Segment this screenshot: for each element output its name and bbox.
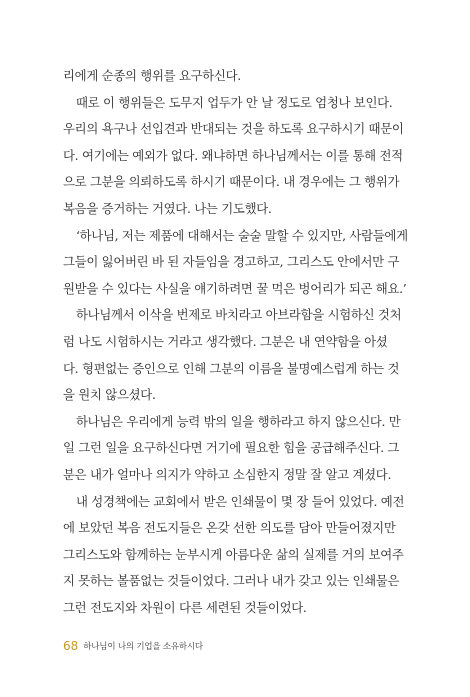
body-line-11: 럼 나도 시험하시는 거라고 생각했다. 그분은 내 연약함을 아셨 (63, 333, 388, 349)
page-footer (63, 638, 203, 654)
body-line-9: 원받을 수 있다는 사실을 얘기하려면 꿀 먹은 벙어리가 되곤 해요.’ (63, 280, 407, 296)
body-line-17: 내 성경책에는 교회에서 받은 인쇄물이 몇 장 들어 있었다. 예전 (76, 493, 405, 509)
body-line-12: 다. 형편없는 증인으로 인해 그분의 이름을 불명예스럽게 하는 것 (63, 360, 400, 376)
body-line-7: ‘하나님, 저는 제품에 대해서는 술술 말할 수 있지만, 사람들에게 (76, 227, 408, 243)
body-line-15: 일 그런 일을 요구하신다면 거기에 필요한 힘을 공급해주신다. 그 (63, 440, 400, 456)
page-body (63, 63, 407, 621)
body-line-1: 리에게 순종의 행위를 요구하신다. (63, 68, 241, 83)
body-line-16: 분은 내가 얼마나 의지가 약하고 소심한지 정말 잘 알고 계셨다. (63, 466, 392, 482)
body-line-5: 으로 그분을 의뢰하도록 하시기 때문이다. 내 경우에는 그 행위가 (63, 174, 400, 190)
body-line-3: 우리의 욕구나 선입견과 반대되는 것을 하도록 요구하시기 때문이 (63, 121, 404, 137)
body-line-13: 을 원치 않으셨다. (63, 387, 156, 403)
body-line-2: 때로 이 행위들은 도무지 업두가 안 날 정도로 엄청나 보인다. (76, 94, 393, 110)
body-line-20: 지 못하는 볼품없는 것들이었다. 그러나 내가 갖고 있는 인쇄물은 (63, 573, 400, 589)
page-number: 68 (63, 639, 79, 653)
body-line-4: 다. 여기에는 예외가 없다. 왜냐하면 하나님께서는 이를 통해 전적 (63, 147, 403, 163)
body-line-8: 그들이 잃어버린 바 된 자들임을 경고하고, 그리스도 안에서만 구 (63, 254, 400, 270)
body-line-10: 하나님께서 이삭을 번제로 바치라고 아브라함을 시험하신 것처 (76, 307, 402, 323)
body-line-18: 에 보았던 복음 전도지들은 온갖 선한 의도를 담아 만들어졌지만 (63, 520, 396, 536)
body-line-6: 복음을 증거하는 거였다. 나는 기도했다. (63, 200, 272, 216)
body-line-14: 하나님은 우리에게 능력 밖의 일을 행하라고 하지 않으신다. 만 (76, 413, 401, 429)
body-line-19: 그리스도와 함께하는 눈부시게 아름다운 삶의 실제를 거의 보여주 (63, 546, 404, 562)
body-line-21: 그런 전도지와 차원이 다른 세련된 것들이었다. (63, 599, 307, 615)
running-title: 하나님이 나의 기업을 소유하시다 (83, 642, 203, 652)
